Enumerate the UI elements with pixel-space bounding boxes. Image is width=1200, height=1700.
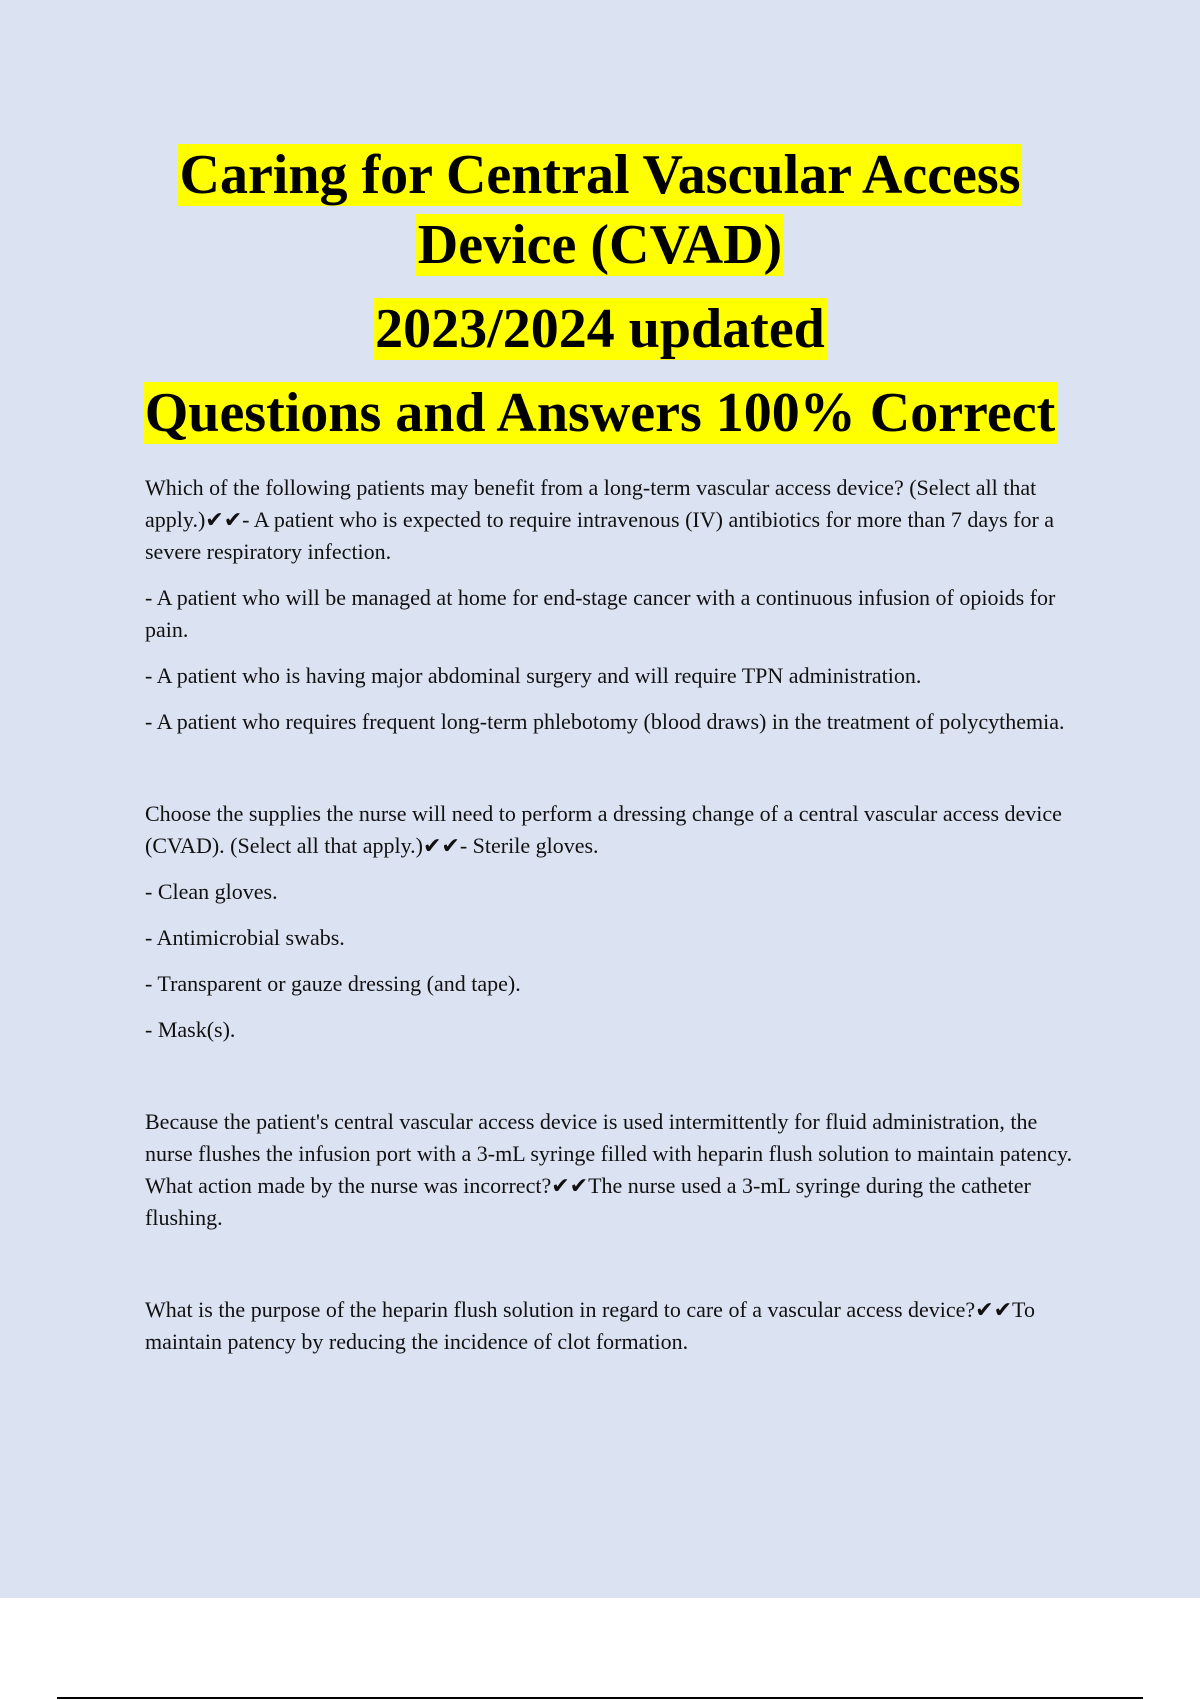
- footer-divider: [57, 1697, 1143, 1699]
- qa-item-4: [145, 1294, 1085, 1358]
- qa-content: [145, 472, 1085, 1372]
- answer-option: - Antimicrobial swabs.: [145, 925, 345, 950]
- question-text: Choose the supplies the nurse will need to perform a dressing change of a central vascular access device (CVAD). (Select all that apply.)✔✔- Sterile gloves.: [145, 801, 1062, 858]
- question-text: What is the purpose of the heparin flush solution in regard to care of a vascular access device?✔✔To maintain patency by reducing the incidence of clot formation.: [145, 1297, 1035, 1354]
- title-line-1: Caring for Central Vascular Access: [179, 144, 1021, 206]
- title-line-3: 2023/2024 updated: [375, 298, 825, 360]
- title-line-4: Questions and Answers 100% Correct: [144, 382, 1056, 444]
- answer-option: - Transparent or gauze dressing (and tape).: [145, 971, 521, 996]
- qa-item-1: [145, 472, 1085, 738]
- document-title: [0, 140, 1200, 448]
- answer-option: - Mask(s).: [145, 1017, 236, 1042]
- title-line-2: Device (CVAD): [417, 214, 783, 276]
- question-text: Which of the following patients may benefit from a long-term vascular access device? (Select all that apply.)✔✔- A patient who is expected to require intravenous (IV) antibiotics for more than 7 days for a severe respiratory infection.: [145, 475, 1055, 564]
- answer-option: - A patient who requires frequent long-term phlebotomy (blood draws) in the treatment of polycythemia.: [145, 709, 1065, 734]
- qa-item-3: [145, 1106, 1085, 1234]
- qa-item-2: [145, 798, 1085, 1046]
- answer-option: - A patient who is having major abdominal surgery and will require TPN administration.: [145, 663, 922, 688]
- answer-option: - Clean gloves.: [145, 879, 278, 904]
- answer-option: - A patient who will be managed at home for end-stage cancer with a continuous infusion of opioids for pain.: [145, 585, 1056, 642]
- question-text: Because the patient's central vascular access device is used intermittently for fluid administration, the nurse flushes the infusion port with a 3-mL syringe filled with heparin flush solution to maintain patency. What action made by the nurse was incorrect?✔✔The nurse used a 3-mL syringe during the catheter flushing.: [145, 1109, 1073, 1230]
